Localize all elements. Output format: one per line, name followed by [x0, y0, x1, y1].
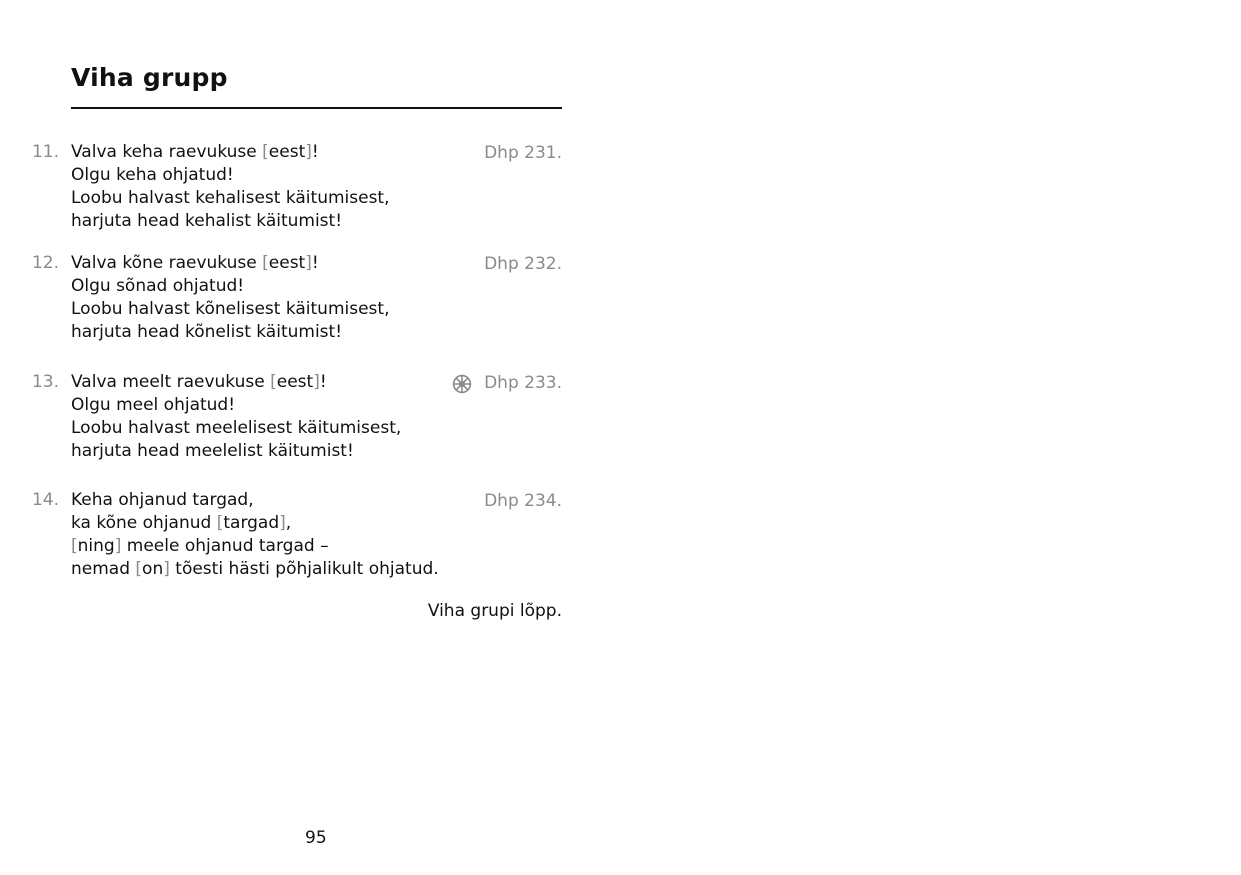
verse-number: 13.	[31, 372, 59, 392]
verse-line: Keha ohjanud targad,	[71, 490, 254, 510]
verse-lines	[71, 371, 401, 463]
verse-line: nemad [on] tõesti hästi põhjalikult ohjatud.	[71, 559, 439, 579]
dhammapada-reference: Dhp 233.	[484, 373, 562, 393]
verse-number: 14.	[31, 490, 59, 510]
section-title: Viha grupp	[71, 63, 228, 92]
verse-line: Olgu meel ohjatud!	[71, 395, 236, 415]
verse-line: Olgu keha ohjatud!	[71, 165, 234, 185]
verse-line: Valva meelt raevukuse [eest]!	[71, 372, 327, 392]
verse-line: ka kõne ohjanud [targad],	[71, 513, 292, 533]
group-end-note: Viha grupi lõpp.	[427, 601, 562, 621]
verse-line: Loobu halvast kehalisest käitumisest,	[71, 188, 390, 208]
verse-lines	[71, 489, 439, 581]
verse-line: Valva kõne raevukuse [eest]!	[71, 253, 319, 273]
verse-line: Olgu sõnad ohjatud!	[71, 276, 245, 296]
dhammapada-reference: Dhp 231.	[484, 143, 562, 163]
verse-number: 11.	[31, 142, 59, 162]
verse-line: Loobu halvast meelelisest käitumisest,	[71, 418, 402, 438]
verse-lines	[71, 252, 389, 344]
page-number: 95	[305, 828, 327, 848]
dhammapada-reference: Dhp 234.	[484, 491, 562, 511]
verse-line: Valva keha raevukuse [eest]!	[71, 142, 319, 162]
verse-line: Loobu halvast kõnelisest käitumisest,	[71, 299, 390, 319]
dhamma-wheel-icon	[452, 374, 472, 394]
dhammapada-reference: Dhp 232.	[484, 254, 562, 274]
verse-line: harjuta head kehalist käitumist!	[71, 211, 343, 231]
verse-line: [ning] meele ohjanud targad –	[71, 536, 329, 556]
verse-line: harjuta head kõnelist käitumist!	[71, 322, 343, 342]
verse-line: harjuta head meelelist käitumist!	[71, 441, 354, 461]
verse-lines	[71, 141, 390, 233]
verse-number: 12.	[31, 253, 59, 273]
title-underline	[71, 107, 562, 109]
